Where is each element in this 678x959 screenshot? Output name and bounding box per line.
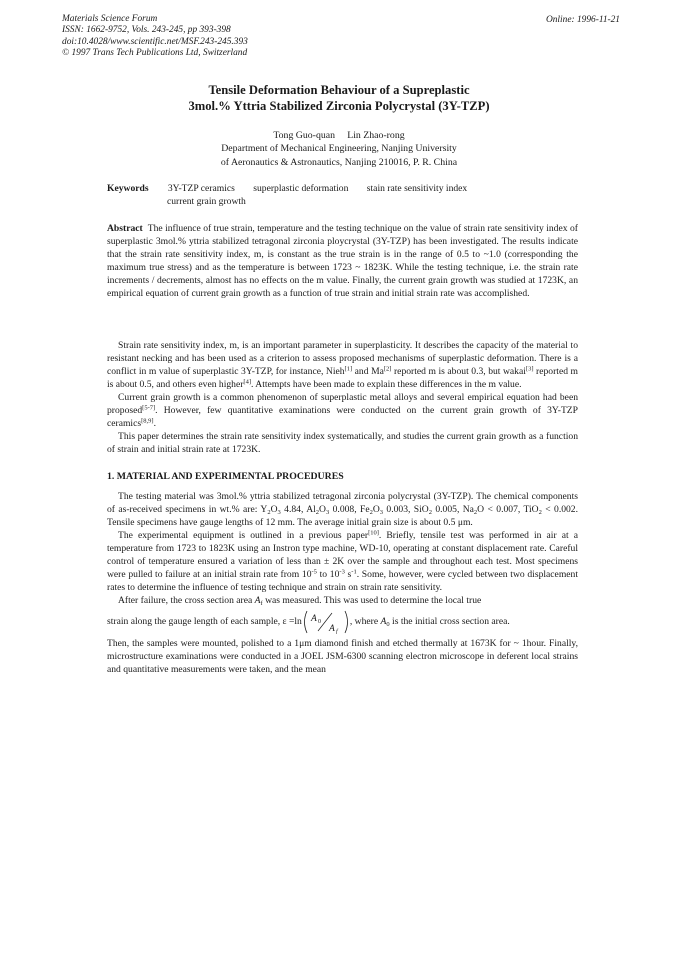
intro-paragraph: This paper determines the strain rate sensitivity index systematically, and studies the current grain growth as a function of strain and initial strain rate at 1723K. [107, 431, 578, 456]
issn-line: ISSN: 1662-9752, Vols. 243-245, pp 393-398 [62, 25, 231, 36]
strain-formula [302, 610, 350, 634]
section-paragraph: After failure, the cross section area $A_f$ was measured. This was used to determine the local true [118, 595, 482, 608]
affiliation-line-1: Department of Mechanical Engineering, Nanjing University [221, 143, 457, 155]
formula-denominator: A [328, 624, 335, 635]
keyword-item: stain rate sensitivity index [366, 183, 468, 194]
journal-name: Materials Science Forum [62, 14, 158, 24]
paper-body [107, 339, 578, 676]
keyword-item: 3Y-TZP ceramics [167, 183, 235, 194]
keyword-item: superplastic deformation [253, 183, 349, 194]
strain-formula-line: strain along the gauge length of each sample, ε =ln A 0 A f , where $A_0$ is the initial cross section area. [107, 610, 578, 634]
section-paragraph: The experimental equipment is outlined in a previous paper[10]. Briefly, tensile test was performed in air at a temperature from 1723 to 1823K using an Instron type machine, WD-10, operating at constant displacement rate. Careful control of temperature ensured a variation of less than ± 2K over the sample and throughout each test. Most specimens were pulled to failure at an initial strain rate from $10^{-5}$ to $10^{-3}$ $s^{-1}$. Some, however, were cycled between two displacement rates to determine the influence of testing technique and strain on strain rate sensitivity. [107, 529, 578, 594]
section-paragraph: Then, the samples were mounted, polished to a 1μm diamond finish and etched thermally at 1673K for ~ 1hour. Finally, microstructure examinations were conducted in a JOEL JSM-6300 scanning electron microscope in deferent local strains and quantitative measurements were taken, and the mean [107, 638, 578, 676]
journal-header [62, 14, 248, 59]
abstract-text: The influence of true strain, temperature and the testing technique on the value of strain rate sensitivity index of superplastic 3mol.% yttria stabilized tetragonal zirconia ploycrystal (3Y-TZP) has been investigated. The results indicate that the strain rate sensitivity index, m, is constant as the true strain is in the range of 0.5 to ~1.0 (corresponding the maximum true stress) and as the temperature is between 1723 ~ 1823K. While the testing technique, i.e. the strain rate increments / decrements, almost has no effects on the m value. Finally, the current grain growth was studied at 1723K, an empirical equation of current grain growth as a function of true strain and initial strain rate was accomplished. [107, 223, 578, 300]
section-heading: 1. MATERIAL AND EXPERIMENTAL PROCEDURES [107, 471, 344, 483]
title-line-2: 3mol.% Yttria Stabilized Zirconia Polycrystal (3Y-TZP) [188, 99, 490, 114]
section-paragraph: The testing material was 3mol.% yttria stabilized tetragonal zirconia polycrystal (3Y-TZP). The chemical components of as-received specimens in wt.% are: $Y_2O_3$ 4.84, $Al_2O_3$ 0.008, $Fe_2O_3$ 0.003, SiO$_2$ 0.005, $Na_2O < 0.007$, TiO$_2$ < 0.002. Tensile specimens have gauge lengths of 12 mm. The average initial grain size is about 0.5 μm. [107, 490, 579, 528]
keywords-label: Keywords [107, 183, 149, 194]
title-line-1: Tensile Deformation Behaviour of a Supreplastic [208, 83, 470, 97]
doi-line: doi:10.4028/www.scientific.net/MSF.243-245.393 [62, 36, 248, 47]
abstract-label: Abstract [107, 223, 143, 234]
intro-paragraph: Strain rate sensitivity index, m, is an important parameter in superplasticity. It describes the capacity of the material to resistant necking and has been used as a criterion to assess proposed mechanisms of superplastic deformation. There is a conflict in m value of superplastic 3Y-TZP, for instance, Nieh[1] and Ma[2] reported m is about 0.3, but wakai[3] reported m is about 0.5, and others even higher[4]. Attempts have been made to explain these differences in the m value. [107, 340, 578, 391]
formula-numerator: A [310, 614, 317, 625]
keywords-block [107, 182, 577, 208]
formula-numerator-sub: 0 [317, 619, 321, 626]
formula-denominator-sub: f [335, 629, 338, 635]
paper-title [80, 82, 598, 115]
author-names: Tong Guo-quan Lin Zhao-rong [273, 130, 405, 141]
online-date: Online: 1996-11-21 [545, 15, 620, 25]
copyright-line: © 1997 Trans Tech Publications Ltd, Switzerland [62, 47, 248, 58]
affiliation-line-2: of Aeronautics & Astronautics, Nanjing 210016, P. R. China [220, 156, 458, 168]
abstract-block [107, 222, 578, 300]
keyword-item: current grain growth [167, 196, 246, 208]
intro-paragraph: Current grain growth is a common phenomenon of superplastic metal alloys and several empirical equation had been proposed[5-7]. However, few quantitative examinations were conducted on the current grain growth of 3Y-TZP ceramics[8,9]. [107, 392, 578, 430]
author-block [80, 129, 598, 169]
